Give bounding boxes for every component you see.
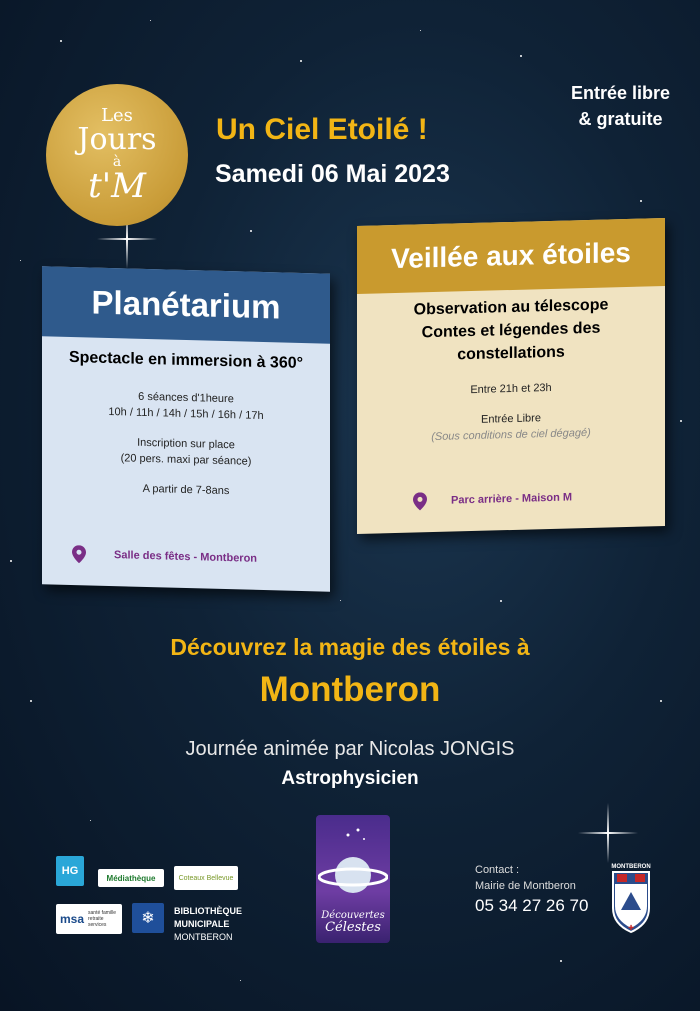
mediatheque-logo-text: Médiathèque — [106, 873, 156, 883]
town-name: Montberon — [259, 670, 441, 709]
capacity-text: (20 pers. maxi par séance) — [120, 452, 252, 468]
free-entry-notice — [571, 80, 670, 132]
location-pin-icon — [413, 492, 427, 510]
msa-logo-text: msa — [59, 912, 85, 926]
biblio-line3: MONTBERON — [174, 932, 233, 942]
veillee-subtitle — [357, 292, 665, 369]
msa-logo — [56, 904, 122, 934]
role-text: Astrophysicien — [281, 768, 419, 789]
coteaux-logo-text: Coteaux Bellevue — [178, 874, 234, 882]
veillee-line3: constellations — [457, 343, 565, 364]
veillee-line2: Contes et légendes des — [421, 319, 601, 342]
star-icon — [340, 825, 370, 845]
event-title: Un Ciel Etoilé ! — [216, 113, 428, 146]
biblio-line2: MUNICIPALE — [174, 919, 230, 929]
veillee-details — [357, 377, 665, 447]
mediatheque-logo — [98, 869, 164, 887]
veillee-title: Veillée aux étoiles — [357, 218, 665, 294]
planet-icon — [318, 845, 388, 905]
decouvertes-celestes-logo — [316, 815, 390, 943]
sessions-text: 6 séances d'1heure — [138, 390, 234, 406]
contact-phone: 05 34 27 26 70 — [475, 896, 589, 915]
planetarium-card — [42, 266, 330, 592]
coteaux-bellevue-logo — [174, 866, 238, 890]
entry-line2: & gratuite — [578, 109, 663, 129]
logo-line2: Jours — [77, 122, 157, 157]
haute-garonne-logo — [56, 856, 84, 886]
planetarium-title: Planétarium — [42, 266, 330, 344]
snowflake-logo — [132, 903, 164, 933]
location-pin-icon — [72, 545, 86, 563]
hours-text: Entre 21h et 23h — [470, 381, 552, 397]
veillee-location — [413, 488, 572, 510]
dc-logo-line1: Découvertes — [321, 910, 385, 921]
veillee-card — [357, 218, 665, 534]
contact-label: Contact : — [475, 864, 520, 876]
logo-line3: à — [112, 154, 122, 170]
registration-text: Inscription sur place — [137, 436, 235, 452]
event-date: Samedi 06 Mai 2023 — [215, 160, 450, 188]
planetarium-location — [72, 545, 257, 568]
planetarium-details — [42, 386, 330, 502]
msa-logo-subtext: santé famille retraite services — [88, 910, 117, 928]
shield-icon — [609, 870, 653, 936]
les-jours-a-tm-logo — [46, 84, 188, 226]
veillee-line1: Observation au télescope — [413, 296, 609, 319]
snowflake-icon: ❄ — [141, 910, 155, 927]
contact-block — [475, 862, 588, 914]
logo-line4: t'M — [88, 166, 146, 206]
planetarium-subtitle: Spectacle en immersion à 360° — [68, 348, 304, 373]
veillee-entry-text: Entrée Libre — [481, 412, 541, 426]
hg-logo-text: HG — [61, 865, 79, 877]
dc-logo-line2: Célestes — [325, 920, 381, 935]
montberon-crest-icon — [609, 864, 653, 938]
veillee-location-text: Parc arrière - Maison M — [451, 491, 573, 507]
animated-by-text: Journée animée par Nicolas JONGIS — [185, 738, 515, 760]
age-text: A partir de 7-8ans — [142, 482, 230, 498]
crest-label: MONTBERON — [611, 864, 651, 870]
entry-line1: Entrée libre — [570, 83, 670, 103]
bibliotheque-municipale-label — [174, 905, 242, 944]
svg-text:✚: ✚ — [628, 924, 634, 932]
planetarium-location-text: Salle des fêtes - Montberon — [114, 549, 258, 565]
discover-tagline: Découvrez la magie des étoiles à — [170, 634, 530, 660]
times-text: 10h / 11h / 14h / 15h / 16h / 17h — [108, 405, 264, 423]
logo-line1: Les — [101, 105, 133, 126]
condition-text: (Sous conditions de ciel dégagé) — [431, 426, 591, 444]
contact-org: Mairie de Montberon — [475, 880, 576, 892]
biblio-line1: BIBLIOTHÈQUE — [174, 906, 243, 916]
